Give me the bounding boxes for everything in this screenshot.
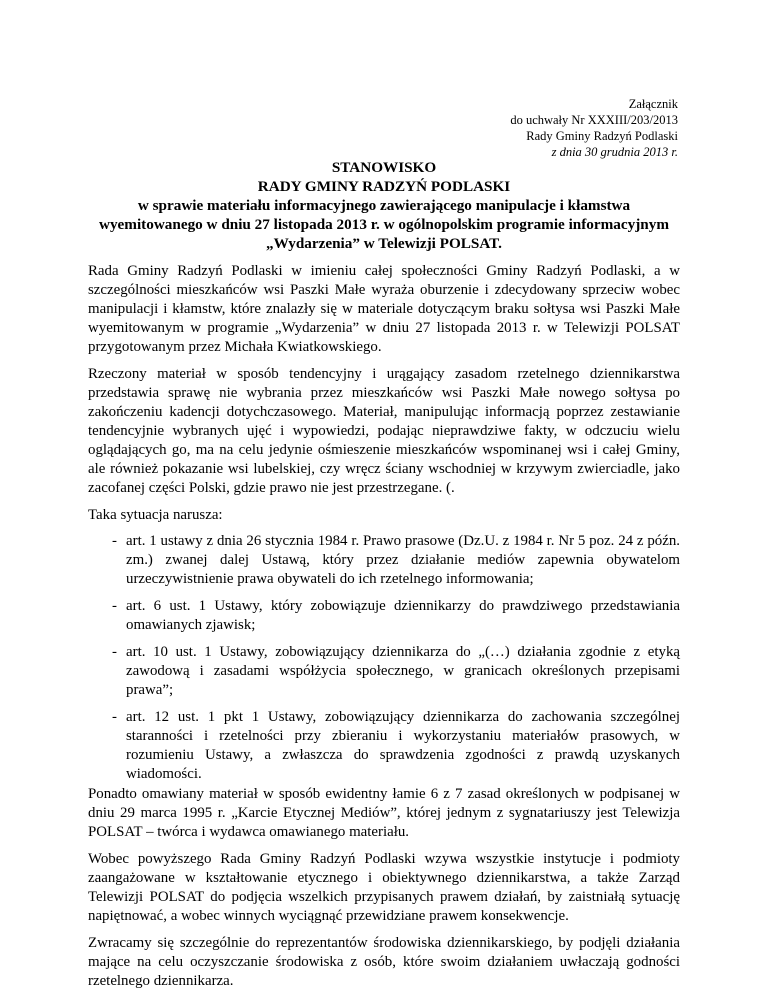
attachment-label: Załącznik	[628, 97, 678, 111]
list-item	[112, 597, 680, 635]
resolution-number: do uchwały Nr XXXIII/203/2013	[510, 113, 678, 127]
violations-list	[88, 532, 680, 784]
list-item	[112, 643, 680, 700]
list-dash: -	[112, 709, 117, 725]
document-body	[88, 262, 680, 999]
violation-text: art. 6 ust. 1 Ustawy, który zobowiązuje dziennikarzy do prawdziwego przedstawiania omawianych zjawisk;	[126, 598, 680, 633]
list-dash: -	[112, 533, 117, 549]
heading-council: RADY GMINY RADZYŃ PODLASKI	[257, 178, 511, 195]
list-item	[112, 532, 680, 589]
paragraph-material-description: Rzeczony materiał w sposób tendencyjny i urągający zasadom rzetelnego dziennikarstwa przedstawia sprawę nie wybrania przez mieszkańców wsi Paszki Małe nowego sołtysa po zakończeniu kadencji dotychczasowego. Materiał, manipulując informacją poprzez zestawianie tendencyjnie wybranych ujęć i wypowiedzi, podając nieprawdziwe fakty, w odczuciu wielu oglądających go, ma na celu jedynie ośmieszenie mieszkańców wspominanej wsi i całej Gminy, ale również pokazanie wsi lubelskiej, czy wręcz ściany wschodniej w krzywym zwierciadle, jako zacofanej części Polski, gdzie prawo nie jest przestrzegane. (.	[88, 366, 680, 496]
paragraph-violation-intro: Taka sytuacja narusza:	[88, 507, 223, 523]
document-heading	[80, 158, 688, 253]
heading-subject-line-2: wyemitowanego w dniu 27 listopada 2013 r. w ogólnopolskim programie informacyjnym	[99, 216, 669, 233]
heading-title: STANOWISKO	[331, 159, 437, 176]
paragraph-ethics-charter: Ponadto omawiany materiał w sposób ewidentny łamie 6 z 7 zasad określonych w podpisanej w dniu 29 marca 1995 r. „Karcie Etycznej Mediów”, której jednym z sygnatariuszy jest Telewizja POLSAT – twórca i wydawca omawianego materiału.	[88, 786, 680, 840]
violation-text: art. 10 ust. 1 Ustawy, zobowiązujący dziennikarza do „(…) działania zgodnie z etyką zawodową i zasadami współżycia społecznego, w granicach określonych przepisami prawa”;	[126, 644, 680, 698]
heading-subject-line-3: „Wydarzenia” w Telewizji POLSAT.	[266, 235, 502, 252]
council-name: Rady Gminy Radzyń Podlaski	[526, 129, 678, 143]
violation-text: art. 1 ustawy z dnia 26 stycznia 1984 r. Prawo prasowe (Dz.U. z 1984 r. Nr 5 poz. 24 z późn. zm.) zwanej dalej Ustawą, który przez działanie mediów zapewnia obywatelom urzeczywistnienie prawa obywateli do ich rzetelnego informowania;	[126, 533, 680, 587]
list-dash: -	[112, 644, 117, 660]
paragraph-objection: Rada Gminy Radzyń Podlaski w imieniu całej społeczności Gminy Radzyń Podlaski, a w szczególności mieszkańców wsi Paszki Małe wyraża oburzenie i zdecydowany sprzeciw wobec manipulacji i kłamstw, które znalazły się w materiale dotyczącym braku sołtysa wsi Paszki Małe wyemitowanym w programie „Wydarzenia” w dniu 27 listopada 2013 r. w Telewizji POLSAT przygotowanym przez Michała Kwiatkowskiego.	[88, 263, 680, 355]
list-item	[112, 708, 680, 784]
heading-subject-line-1: w sprawie materiału informacyjnego zawierającego manipulacje i kłamstwa	[137, 197, 631, 214]
violation-text: art. 12 ust. 1 pkt 1 Ustawy, zobowiązujący dziennikarza do zachowania szczególnej staranności i rzetelności przy zbieraniu i wykorzystaniu materiałów prasowych, w rozumieniu Ustawy, a zwłaszcza do sprawdzenia zgodności z prawdą uzyskanych wiadomości.	[126, 709, 680, 782]
resolution-date: z dnia 30 grudnia 2013 r.	[551, 145, 678, 159]
paragraph-call-to-action: Wobec powyższego Rada Gminy Radzyń Podlaski wzywa wszystkie instytucje i podmioty zaangażowane w kształtowanie etycznego i obiektywnego dziennikarstwa, a także Zarząd Telewizji POLSAT do podjęcia wszelkich przypisanych prawem działań, by zaistniałą sytuację napiętnować, a wobec winnych wyciągnąć przewidziane prawem konsekwencje.	[88, 851, 680, 924]
paragraph-appeal-journalists: Zwracamy się szczególnie do reprezentantów środowiska dziennikarskiego, by podjęli działania mające na celu oczyszczanie środowiska z osób, które swoim działaniem uwłaczają godności rzetelnego dziennikarza.	[88, 935, 680, 989]
list-dash: -	[112, 598, 117, 614]
attachment-note	[510, 96, 678, 160]
